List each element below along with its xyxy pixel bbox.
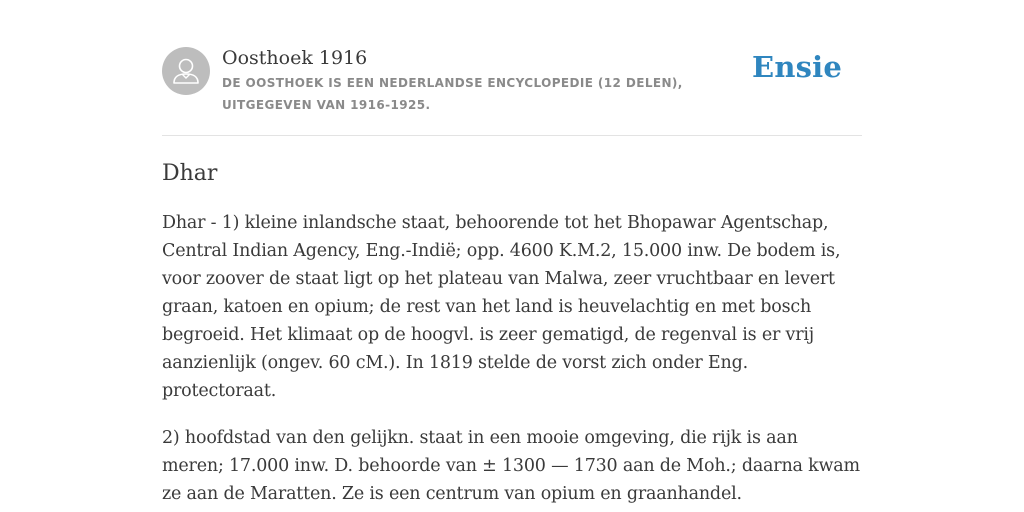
article-paragraph: 2) hoofdstad van den gelijkn. staat in een mooie omgeving, die rijk is aan meren; 17.000 inw. D. behoorde van ± 1300 — 1730 aan de Moh.; daarna kwam ze aan de Maratten. Ze is een centrum van opium en graanhandel. — [162, 428, 860, 504]
source-description: DE OOSTHOEK IS EEN NEDERLANDSE ENCYCLOPEDIE (12 DELEN), UITGEGEVEN VAN 1916-1925. — [222, 76, 683, 112]
article — [162, 158, 862, 512]
source-header — [162, 44, 862, 136]
avatar[interactable] — [162, 47, 210, 95]
source-info — [222, 44, 762, 116]
article-title: Dhar — [162, 161, 218, 186]
divider — [162, 135, 862, 136]
article-paragraph: Dhar - 1) kleine inlandsche staat, behoorende tot het Bhopawar Agentschap, Central Indian Agency, Eng.-Indië; opp. 4600 K.M.2, 15.000 inw. De bodem is, voor zoover de staat ligt op het plateau van Malwa, zeer vruchtbaar en levert graan, katoen en opium; de rest van het land is heuvelachtig en met bosch begroeid. Het klimaat op de hoogvl. is zeer gematigd, de regenval is er vrij aanzienlijk (ongev. 60 cM.). In 1819 stelde de vorst zich onder Eng. protectoraat. — [162, 213, 841, 401]
source-title[interactable]: Oosthoek 1916 — [222, 47, 368, 69]
brand-logo[interactable]: Ensie — [752, 50, 842, 84]
user-icon — [162, 47, 210, 95]
